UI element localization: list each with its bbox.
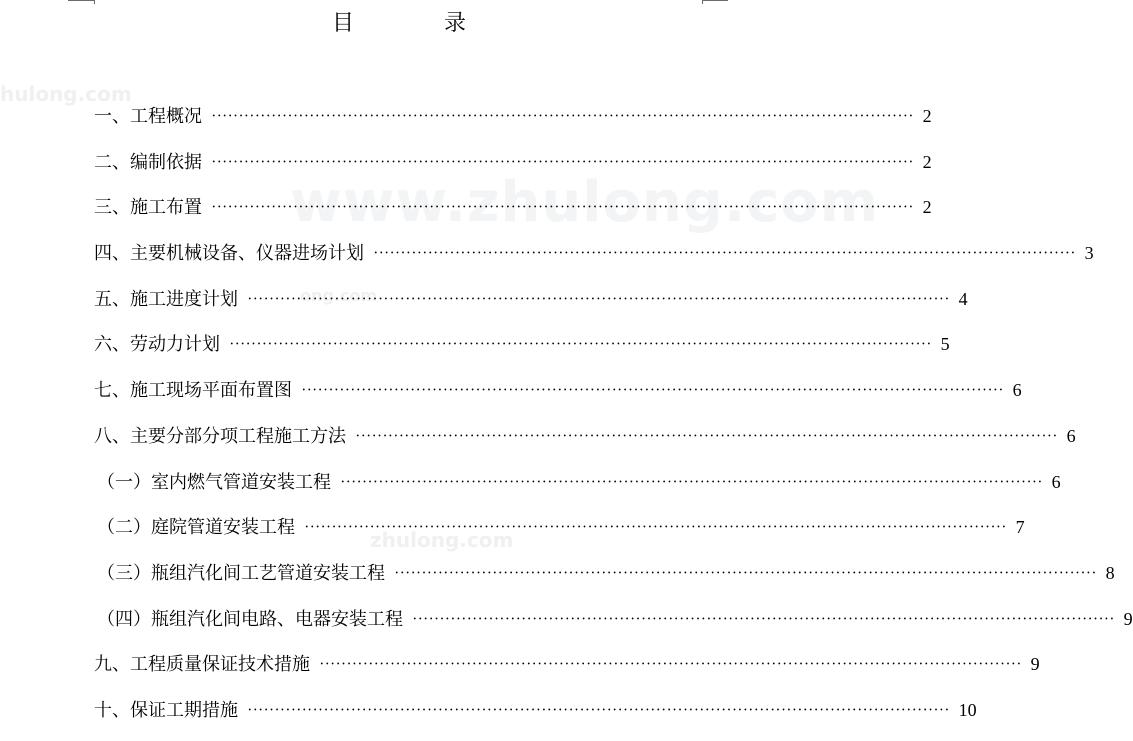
- page-corner-mark-left: [68, 0, 94, 1]
- toc-row: [0, 641, 1040, 687]
- toc-title: 目 录: [331, 11, 500, 36]
- toc-entry-link[interactable]: [94, 333, 950, 360]
- toc-row: [0, 276, 968, 322]
- toc-entry-link[interactable]: [94, 653, 1040, 680]
- toc-entry-link[interactable]: [94, 196, 932, 223]
- toc-entry-link[interactable]: [94, 425, 1076, 452]
- toc-row: [0, 596, 1133, 642]
- toc-page-number: 3: [1084, 243, 1094, 264]
- toc-dot-leader: [248, 290, 949, 315]
- toc-entry-link[interactable]: [94, 242, 1094, 269]
- toc-subentry-link[interactable]: [97, 471, 1061, 498]
- toc-entry-label: （四）瓶组汽化间电路、电器安装工程: [97, 608, 403, 630]
- toc-entry-label: 三、施工布置: [94, 197, 202, 219]
- toc-dot-leader: [248, 701, 949, 726]
- toc-page-number: 6: [1066, 425, 1076, 446]
- toc-entry-label: 四、主要机械设备、仪器进场计划: [94, 243, 364, 265]
- toc-row: [0, 550, 1115, 596]
- toc-entry-label: 一、工程概况: [94, 106, 202, 127]
- toc-dot-leader: [374, 244, 1075, 269]
- toc-page-number: 8: [1105, 562, 1115, 583]
- watermark-text: zhulong.com: [370, 528, 514, 552]
- toc-dot-leader: [356, 427, 1057, 452]
- toc-entry-link[interactable]: [94, 288, 968, 315]
- toc-page-number: 9: [1030, 654, 1040, 675]
- watermark-text: ong.com: [300, 286, 378, 305]
- toc-entry-link[interactable]: [94, 699, 977, 726]
- page-corner-tick-left: [94, 0, 95, 4]
- toc-entry-label: 二、编制依据: [94, 151, 202, 173]
- toc-dot-leader: [302, 381, 1003, 406]
- toc-dot-leader: [212, 198, 913, 223]
- toc-page-number: 2: [922, 151, 932, 172]
- toc-row: [0, 321, 950, 367]
- toc-entry-label: 五、施工进度计划: [94, 288, 238, 310]
- toc-subentry-link[interactable]: [97, 608, 1133, 635]
- watermark-text: www.zhulong.com: [290, 170, 880, 235]
- toc-page-number: 2: [922, 106, 932, 126]
- toc-page-number: 5: [940, 334, 950, 355]
- toc-entry-label: （三）瓶组汽化间工艺管道安装工程: [97, 562, 385, 584]
- toc-row: [0, 687, 977, 733]
- toc-entry-label: （二）庭院管道安装工程: [97, 517, 295, 539]
- toc-dot-leader: [341, 473, 1042, 498]
- toc-row: [0, 184, 932, 230]
- toc-row: [0, 504, 1025, 550]
- toc-entry-label: 九、工程质量保证技术措施: [94, 654, 310, 676]
- page-corner-mark-right: [702, 0, 728, 1]
- toc-dot-leader: [395, 564, 1096, 589]
- toc-entry-link[interactable]: [94, 105, 932, 132]
- toc-row: [0, 93, 932, 139]
- toc-dot-leader: [413, 610, 1114, 635]
- toc-dot-leader: [305, 518, 1006, 543]
- toc-row: [0, 230, 1094, 276]
- toc-page-number: 10: [958, 699, 977, 720]
- toc-entry-label: 八、主要分部分项工程施工方法: [94, 425, 346, 447]
- toc-subentry-link[interactable]: [97, 516, 1025, 543]
- page-corner-tick-right: [702, 0, 703, 4]
- toc-list: [0, 93, 1133, 733]
- watermark-text: hulong.com: [0, 82, 132, 106]
- toc-entry-label: 六、劳动力计划: [94, 334, 220, 356]
- toc-entry-link[interactable]: [94, 151, 932, 178]
- toc-dot-leader: [230, 335, 931, 360]
- toc-entry-label: 七、施工现场平面布置图: [94, 380, 292, 402]
- toc-dot-leader: [320, 655, 1021, 680]
- toc-entry-label: （一）室内燃气管道安装工程: [97, 471, 331, 493]
- toc-page-number: 6: [1051, 471, 1061, 492]
- toc-row: [0, 413, 1076, 459]
- toc-entry-link[interactable]: [94, 379, 1022, 406]
- toc-page-number: 4: [958, 288, 968, 309]
- toc-dot-leader: [212, 153, 913, 178]
- toc-page-number: 2: [922, 197, 932, 218]
- toc-page-number: 9: [1123, 608, 1133, 629]
- toc-row: [0, 367, 1022, 413]
- toc-row: [0, 139, 932, 185]
- toc-entry-label: 十、保证工期措施: [94, 699, 238, 721]
- toc-subentry-link[interactable]: [97, 562, 1115, 589]
- toc-row: [0, 459, 1061, 505]
- toc-dot-leader: [212, 107, 913, 132]
- toc-page-number: 7: [1015, 517, 1025, 538]
- toc-page-number: 6: [1012, 380, 1022, 401]
